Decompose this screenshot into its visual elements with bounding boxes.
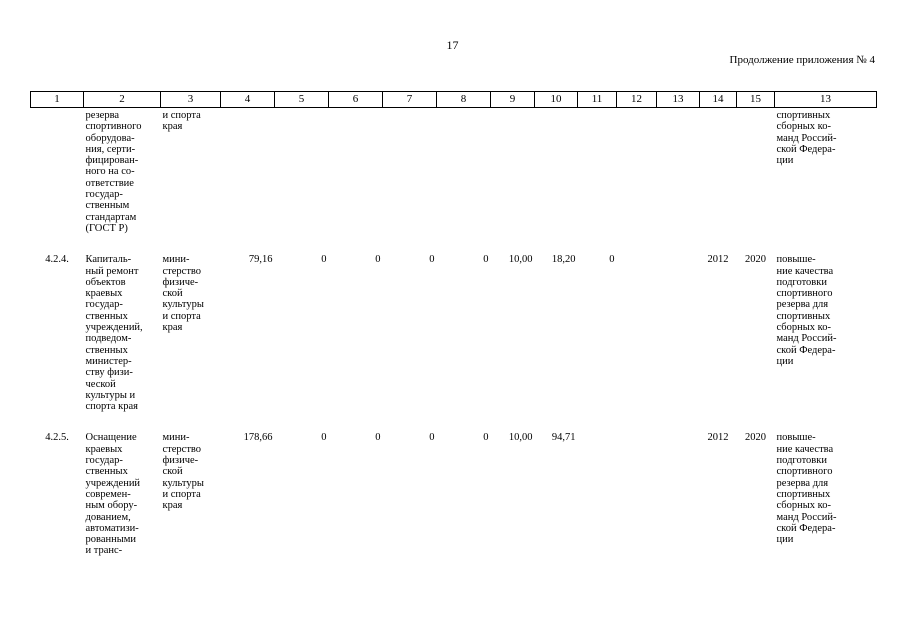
item-number-cell: 4.2.5. [45, 432, 69, 444]
cell-line: ции [776, 355, 794, 367]
column-header: 11 [578, 92, 617, 108]
cell-line: культуры и [85, 389, 136, 401]
cell-line: манд Россий- [776, 511, 837, 523]
column-header: 3 [161, 92, 221, 108]
cell-line: резерва [85, 110, 120, 121]
cell-line: подготовки [776, 455, 827, 467]
cell-line: спорта края [85, 401, 138, 413]
cell-line: мини- [162, 254, 190, 266]
amount-cell: 0 [483, 254, 489, 266]
cell-line: учреждений, [85, 322, 143, 334]
activity-name-cell [84, 412, 161, 556]
cell-line: сборных ко- [776, 121, 831, 133]
cell-line: государ- [85, 189, 123, 201]
cell-line: и транс- [85, 545, 123, 557]
cell-line: государ- [85, 455, 123, 467]
cell-line: фицирован- [85, 155, 139, 167]
cell-line: резерва для [776, 477, 829, 489]
amount-cell [578, 412, 617, 556]
cell-line: ственных [85, 344, 128, 356]
cell-line: ческой [85, 378, 116, 390]
cell-line: повыше- [776, 432, 816, 444]
cell-line: ния, серти- [85, 143, 136, 155]
cell-line: физиче- [162, 455, 199, 467]
appendix-continuation-label: Продолжение приложения № 4 [729, 54, 875, 66]
program-table [30, 91, 877, 557]
cell-line: резерва для [776, 299, 829, 311]
amount-cell: 0 [321, 432, 327, 444]
executor-cell [161, 412, 221, 556]
amount-cell: 0 [609, 254, 615, 266]
cell-line: подготовки [776, 276, 827, 288]
table-row [31, 108, 877, 235]
cell-line: подведом- [85, 333, 132, 345]
cell-line: ный ремонт [85, 265, 139, 277]
cell-line: рованными [85, 534, 137, 546]
cell-line: стерство [162, 265, 202, 277]
cell-line: края [162, 500, 183, 512]
amount-cell: 10,00 [508, 432, 533, 444]
amount-cell [275, 108, 329, 235]
cell-line: манд Россий- [776, 333, 837, 345]
amount-cell: 178,66 [243, 432, 273, 444]
cell-line: сборных ко- [776, 500, 831, 512]
cell-line: Капиталь- [85, 254, 132, 266]
cell-line: ской [162, 288, 183, 300]
table-body [31, 108, 877, 557]
amount-cell: 0 [321, 254, 327, 266]
cell-line: края [162, 322, 183, 334]
end-year-cell: 2020 [745, 254, 766, 266]
amount-cell: 10,00 [508, 254, 533, 266]
cell-line: ции [776, 534, 794, 546]
page-number: 17 [446, 38, 459, 52]
cell-line: повыше- [776, 254, 816, 266]
cell-line: государ- [85, 299, 123, 311]
column-header: 2 [84, 92, 161, 108]
cell-line: сборных ко- [776, 322, 831, 334]
activity-name-cell [84, 234, 161, 412]
cell-line: культуры [162, 299, 204, 311]
cell-line: спортивного [776, 288, 833, 300]
table-row [31, 412, 877, 556]
amount-cell [535, 108, 578, 235]
cell-line: спортивных [776, 110, 831, 121]
column-header: 6 [329, 92, 383, 108]
item-number-cell [31, 108, 84, 235]
column-header: 13 [657, 92, 700, 108]
cell-line: дованием, [85, 511, 131, 523]
cell-line: ции [776, 155, 794, 167]
executor-cell [161, 108, 221, 235]
cell-line: краевых [85, 288, 123, 300]
amount-cell: 0 [483, 432, 489, 444]
amount-cell: 0 [375, 254, 381, 266]
start-year-cell [700, 108, 737, 235]
cell-line: ственных [85, 310, 128, 322]
cell-line: ству физи- [85, 367, 133, 379]
executor-cell [161, 234, 221, 412]
cell-line: стандартам [85, 211, 137, 223]
cell-line: ственных [85, 466, 128, 478]
activity-name-cell [84, 108, 161, 235]
expected-result-cell [775, 412, 877, 556]
amount-cell [657, 412, 700, 556]
cell-line: ской Федера- [776, 522, 836, 534]
cell-line: ответствие [85, 177, 134, 189]
item-number-cell: 4.2.4. [45, 254, 69, 266]
cell-line: ской Федера- [776, 143, 836, 155]
cell-line: и спорта [162, 110, 201, 121]
cell-line: (ГОСТ Р) [85, 222, 128, 234]
column-header: 5 [275, 92, 329, 108]
cell-line: министер- [85, 355, 132, 367]
amount-cell [578, 108, 617, 235]
expected-result-cell [775, 234, 877, 412]
cell-line: современ- [85, 488, 131, 500]
cell-line: мини- [162, 432, 190, 444]
cell-line: учреждений [85, 477, 141, 489]
column-header: 15 [737, 92, 775, 108]
cell-line: и спорта [162, 488, 201, 500]
cell-line: спортивного [776, 466, 833, 478]
amount-cell [383, 108, 437, 235]
cell-line: спортивного [85, 121, 142, 133]
column-header: 14 [700, 92, 737, 108]
cell-line: края [162, 121, 183, 133]
amount-cell: 94,71 [551, 432, 576, 444]
cell-line: оборудова- [85, 132, 135, 144]
amount-cell [491, 108, 535, 235]
amount-cell [329, 108, 383, 235]
cell-line: ние качества [776, 265, 834, 277]
column-header: 10 [535, 92, 578, 108]
amount-cell: 79,16 [248, 254, 273, 266]
cell-line: стерство [162, 443, 202, 455]
cell-line: ской Федера- [776, 344, 836, 356]
expected-result-cell [775, 108, 877, 235]
column-header: 1 [31, 92, 84, 108]
cell-line: автоматизи- [85, 522, 139, 534]
column-header: 9 [491, 92, 535, 108]
amount-cell: 0 [429, 432, 435, 444]
column-header: 12 [617, 92, 657, 108]
amount-cell: 0 [429, 254, 435, 266]
cell-line: ственным [85, 200, 130, 212]
column-header: 13 [775, 92, 877, 108]
end-year-cell [737, 108, 775, 235]
header-row [31, 92, 877, 108]
column-header: 8 [437, 92, 491, 108]
cell-line: краевых [85, 443, 123, 455]
cell-line: ного на со- [85, 166, 135, 178]
amount-cell [617, 234, 657, 412]
cell-line: ской [162, 466, 183, 478]
cell-line: и спорта [162, 310, 201, 322]
amount-cell [617, 412, 657, 556]
cell-line: культуры [162, 477, 204, 489]
amount-cell [221, 108, 275, 235]
cell-line: Оснащение [85, 432, 137, 444]
start-year-cell: 2012 [707, 254, 729, 266]
cell-line: спортивных [776, 488, 831, 500]
column-header: 7 [383, 92, 437, 108]
amount-cell: 0 [375, 432, 381, 444]
cell-line: манд Россий- [776, 132, 837, 144]
amount-cell: 18,20 [551, 254, 576, 266]
start-year-cell: 2012 [707, 432, 729, 444]
cell-line: объектов [85, 276, 126, 288]
column-header: 4 [221, 92, 275, 108]
amount-cell [657, 234, 700, 412]
cell-line: физиче- [162, 276, 199, 288]
amount-cell [657, 108, 700, 235]
end-year-cell: 2020 [745, 432, 766, 444]
amount-cell [437, 108, 491, 235]
amount-cell [617, 108, 657, 235]
cell-line: спортивных [776, 310, 831, 322]
table-row [31, 234, 877, 412]
cell-line: ние качества [776, 443, 834, 455]
cell-line: ным обору- [85, 500, 138, 512]
